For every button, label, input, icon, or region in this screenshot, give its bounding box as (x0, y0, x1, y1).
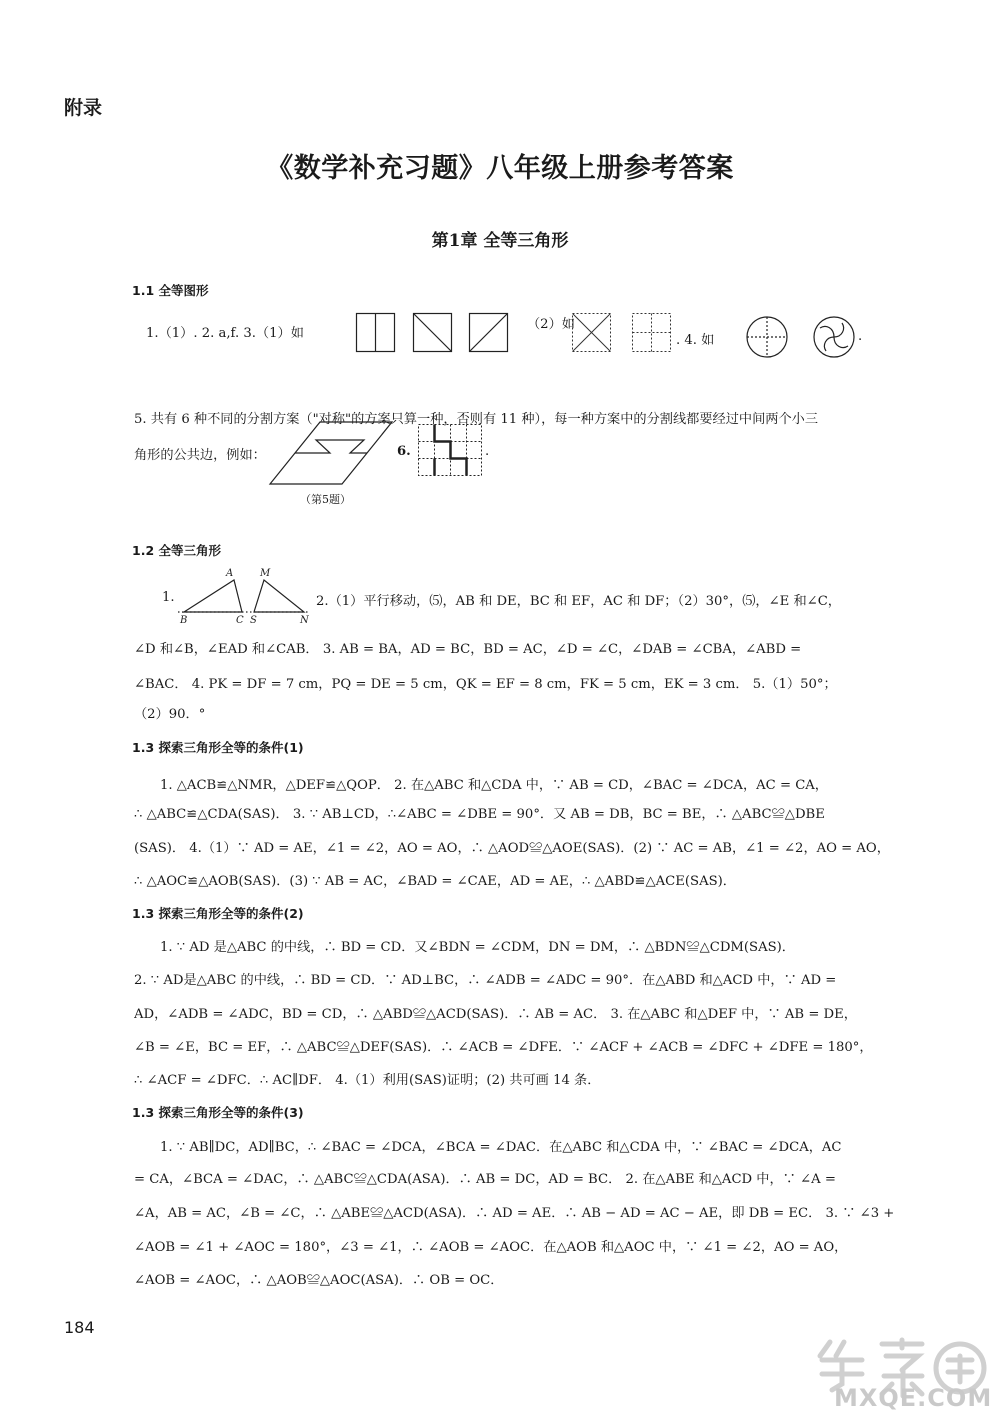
s13b-line5: ∴ ∠ACF = ∠DFC．∴ AC∥DF． 4.（1）利用(SAS)证明；(2) 共可画 14 条． (134, 1073, 601, 1088)
page-number: 184 (64, 1318, 95, 1337)
section-heading-1-3-1: 1.3 探索三角形全等的条件(1) (132, 740, 304, 755)
s13a-line4: ∴ △AOC≌△AOB(SAS)．(3) ∵ AB = AC，∠BAD = ∠CAE，AD = AE，∴ △ABD≌△ACE(SAS)． (134, 874, 736, 889)
s12-line1: 2.（1）平行移动，⑸，AB 和 DE，BC 和 EF，AC 和 DF；（2）30°，⑸，∠E 和∠C， (316, 594, 841, 609)
s13c-line3: ∠A，AB = AC，∠B = ∠C，∴ △ABE≌△ACD(ASA)．∴ AD = AE．∴ AB − AD = AC − AE，即 DB = EC． 3. ∵ ∠3 + (134, 1206, 894, 1221)
s13c-line5: ∠AOB = ∠AOC，∴ △AOB≌△AOC(ASA)．∴ OB = OC． (134, 1273, 504, 1288)
page-title: 《数学补充习题》八年级上册参考答案 (266, 153, 734, 184)
s12-line1-number: 1. (162, 590, 175, 605)
s13a-line3: (SAS)． 4.（1）∵ AD = AE，∠1 = ∠2，AO = AO，∴ △AOD≌△AOE(SAS)．(2) ∵ AC = AB，∠1 = ∠2，AO = AO， (134, 841, 890, 856)
label-a: A (226, 568, 234, 579)
s11-line1-end: . (858, 329, 863, 344)
label-b: B (180, 615, 188, 626)
s12-line2: ∠D 和∠B，∠EAD 和∠CAB． 3. AB = BA，AD = BC，BD = AC，∠D = ∠C，∠DAB = ∠CBA，∠ABD = (134, 642, 802, 657)
label-m: M (260, 568, 271, 579)
s11-line1-text-a: 1.（1）. 2. a,f. 3.（1）如 (146, 326, 304, 341)
q6-grid-figure (418, 424, 482, 476)
s13c-line2: = CA，∠BCA = ∠DAC，∴ △ABC≌△CDA(ASA)．∴ AB = DC，AD = BC． 2. 在△ABE 和△ACD 中，∵ ∠A = (134, 1172, 836, 1187)
s13c-line4: ∠AOB = ∠1 + ∠AOC = 180°，∠3 = ∠1，∴ ∠AOB = ∠AOC．在△AOB 和△AOC 中，∵ ∠1 = ∠2，AO = AO， (134, 1240, 848, 1255)
label-n: N (300, 615, 309, 626)
s12-line3: ∠BAC． 4. PK = DF = 7 cm，PQ = DE = 5 cm，QK = EF = 8 cm，FK = 5 cm，EK = 3 cm． 5.（1）50°； (134, 677, 837, 692)
q3-2-squares-figure (572, 313, 678, 353)
q5-rhombus-figure (268, 420, 394, 486)
section-heading-1-3-3: 1.3 探索三角形全等的条件(3) (132, 1105, 304, 1120)
section-heading-1-1: 1.1 全等图形 (132, 283, 209, 298)
s13b-line1: 1. ∵ AD 是△ABC 的中线，∴ BD = CD．又∠BDN = ∠CDM，DN = DM，∴ △BDN≌△CDM(SAS)． (160, 940, 795, 955)
s11-line3-end: . (485, 444, 490, 459)
watermark-text: MXQE.COM (834, 1384, 993, 1412)
q3-1-squares-figure (356, 313, 508, 355)
s13c-line1: 1. ∵ AB∥DC，AD∥BC，∴ ∠BAC = ∠DCA，∠BCA = ∠DAC．在△ABC 和△CDA 中，∵ ∠BAC = ∠DCA，AC (160, 1140, 842, 1155)
s13b-line3: AD，∠ADB = ∠ADC，BD = CD，∴ △ABD≌△ACD(SAS)．∴ AB = AC． 3. 在△ABC 和△DEF 中，∵ AB = DE， (134, 1007, 857, 1022)
s13b-line2: 2. ∵ AD是△ABC 的中线，∴ BD = CD．∵ AD⊥BC，∴ ∠ADB = ∠ADC = 90°．在△ABD 和△ACD 中，∵ AD = (134, 973, 837, 988)
appendix-label: 附录 (64, 97, 103, 119)
s13a-line2: ∴ △ABC≌△CDA(SAS)． 3. ∵ AB⊥CD，∴∠ABC = ∠DBE = 90°．又 AB = DB，BC = BE，∴ △ABC≌△DBE (134, 807, 825, 822)
label-c: C (236, 615, 244, 626)
s13b-line4: ∠B = ∠E，BC = EF，∴ △ABC≌△DEF(SAS)．∴ ∠ACB = ∠DFE．∵ ∠ACF + ∠ACB = ∠DFC + ∠DFE = 180°， (134, 1040, 873, 1055)
label-s: S (250, 615, 257, 626)
s11-line1-text-b: （2）如 (527, 317, 575, 332)
chapter-heading: 第1章 全等三角形 (431, 231, 569, 251)
s13a-line1: 1. △ACB≌△NMR，△DEF≌△QOP． 2. 在△ABC 和△CDA 中，∵ AB = CD，∠BAC = ∠DCA，AC = CA， (160, 778, 828, 793)
q4-circles-figure (746, 316, 858, 358)
s11-line2: 5. 共有 6 种不同的分割方案（"对称"的方案只算一种，否则有 11 种），每一种方案中的分割线都要经过中间两个小三 (134, 412, 819, 427)
section-heading-1-2: 1.2 全等三角形 (132, 543, 221, 558)
s11-line3-text-b: 6. (397, 444, 411, 459)
q5-figure-caption: （第5题） (300, 493, 351, 506)
section-heading-1-3-2: 1.3 探索三角形全等的条件(2) (132, 906, 304, 921)
q1-translated-triangles-figure (178, 566, 310, 624)
s11-line3-text-a: 角形的公共边，例如： (134, 448, 266, 463)
s12-line4: （2）90．° (134, 707, 206, 722)
s11-line1-text-c: . 4. 如 (676, 333, 715, 348)
